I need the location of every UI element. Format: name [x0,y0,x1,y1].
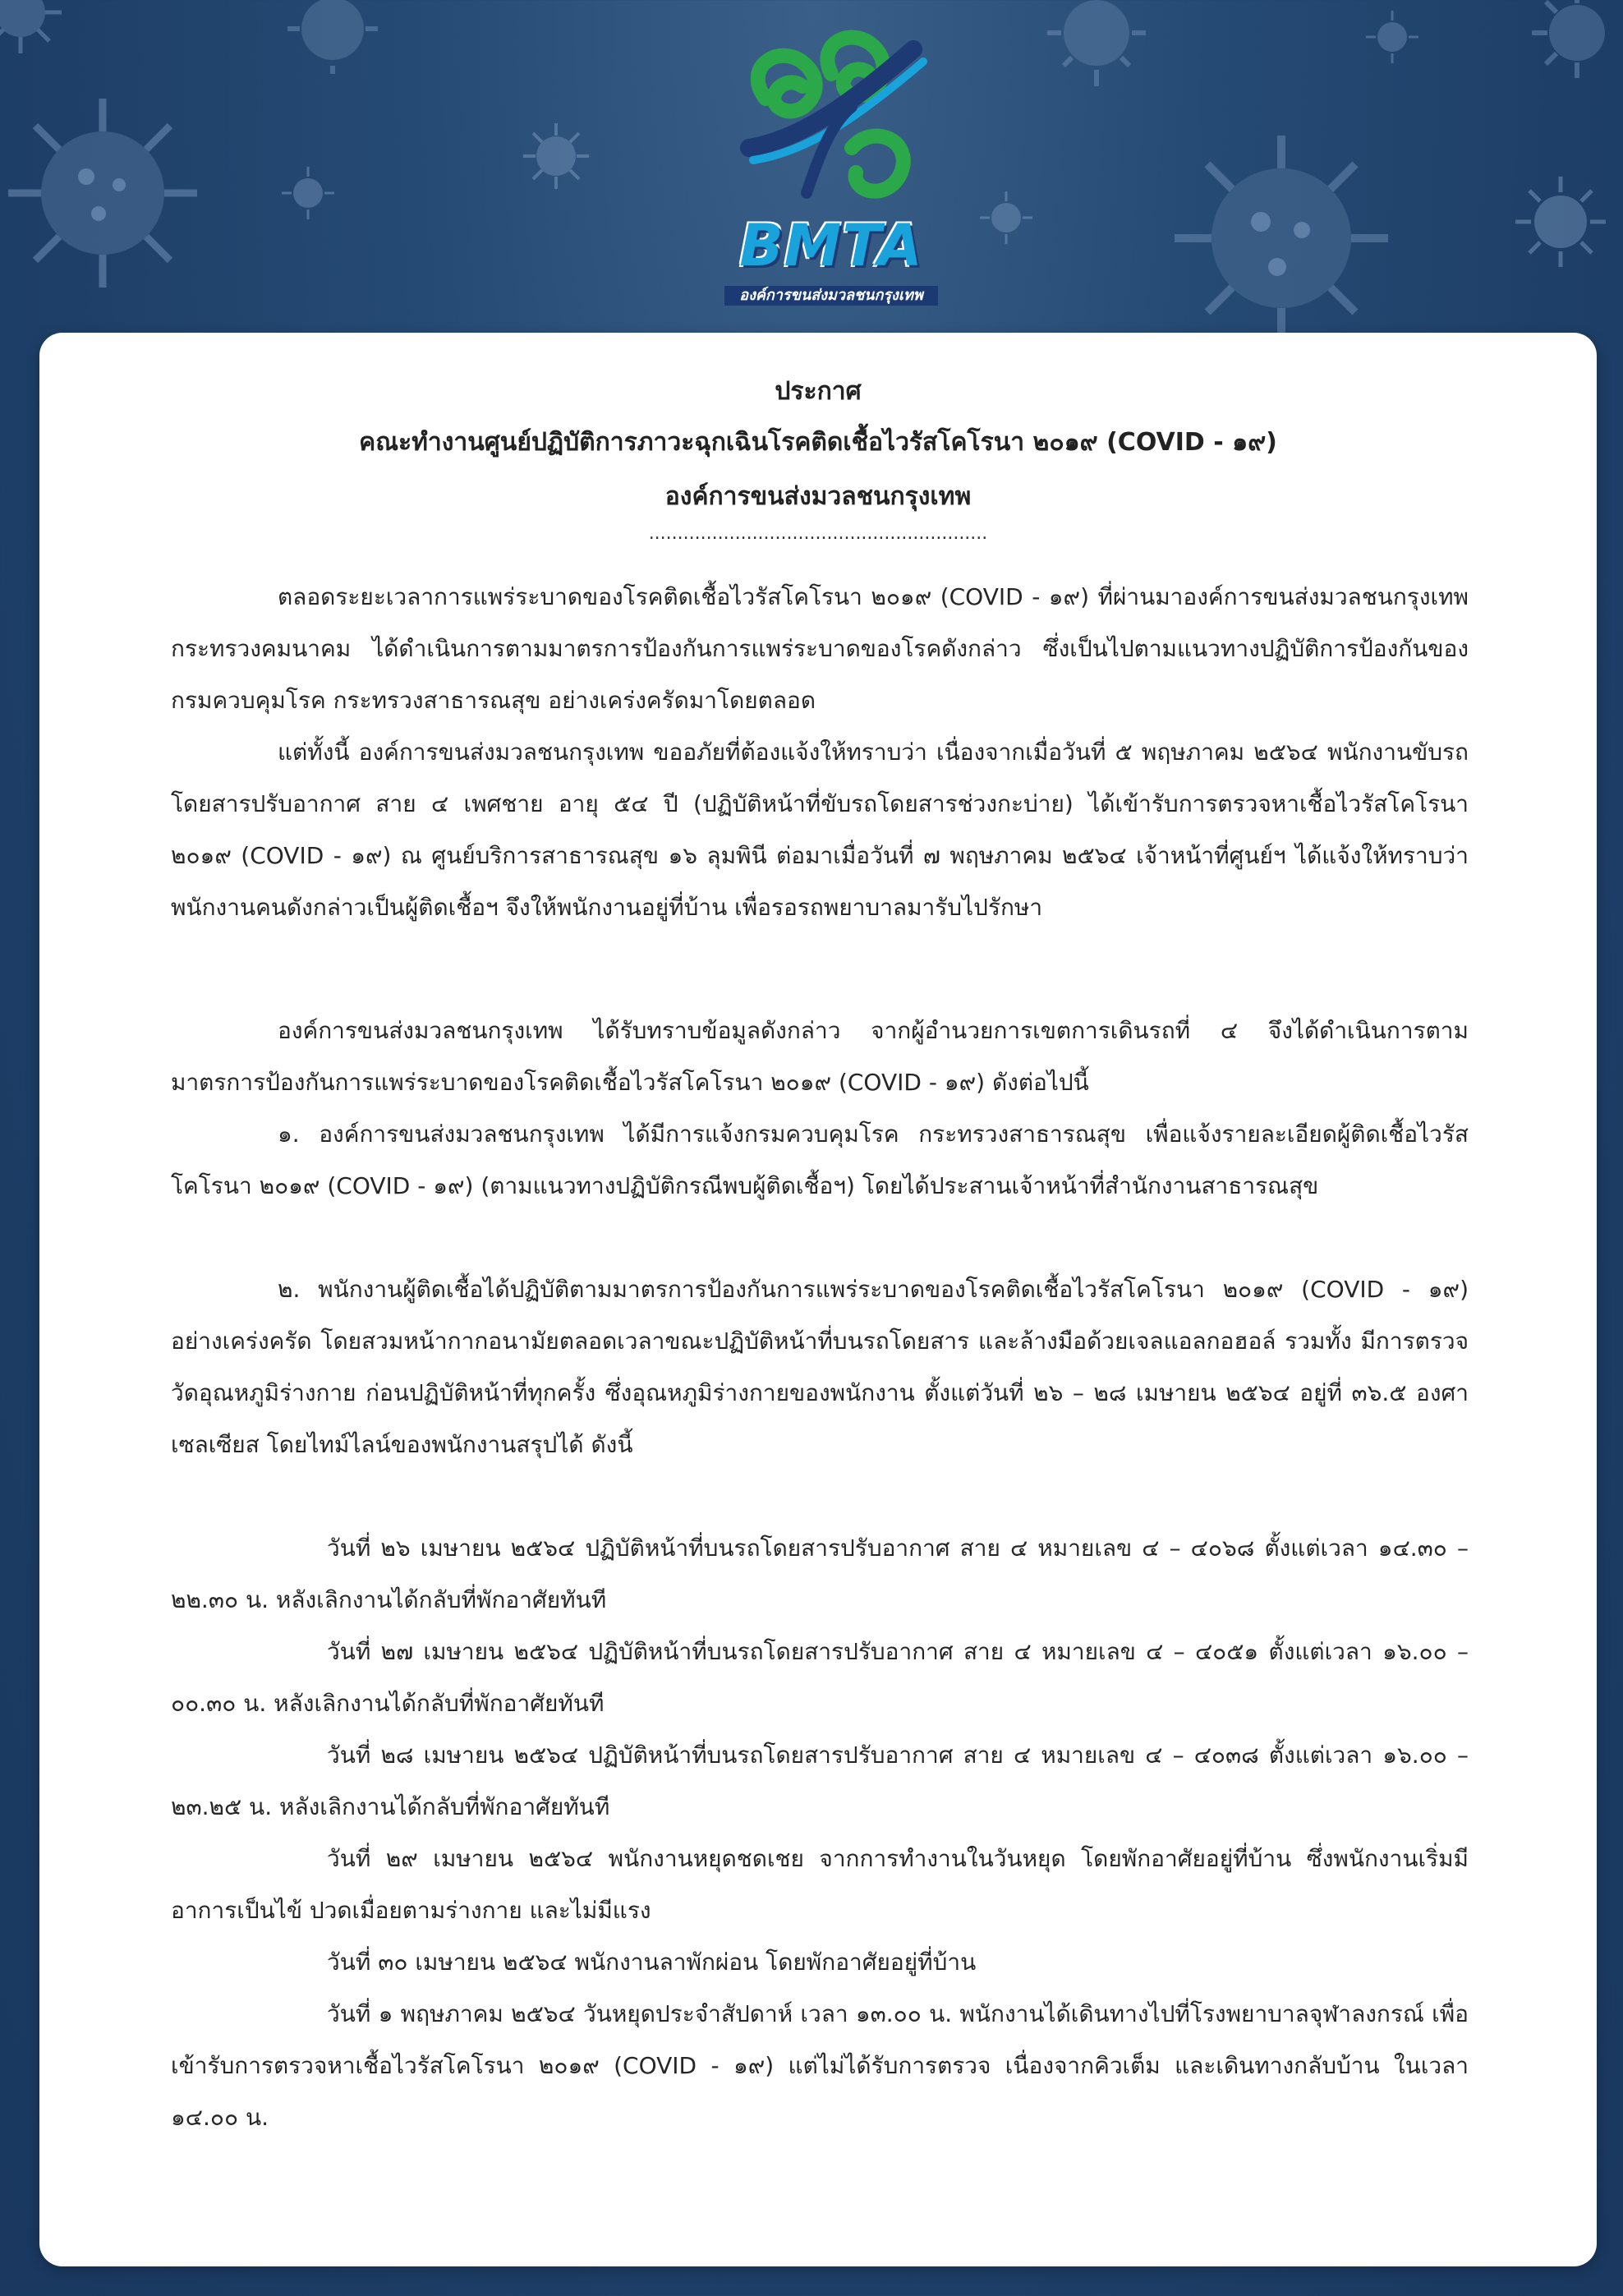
bmta-emblem-icon [708,16,954,222]
virus-decoration-icon [1166,131,1396,337]
logo-tagline: องค์การขนส่งมวลชนกรุงเทพ [724,286,938,306]
announcement-card [39,333,1597,2266]
virus-decoration-icon [0,0,66,58]
virus-decoration-icon [1528,0,1623,82]
announcement-subheading: คณะทำงานศูนย์ปฏิบัติการภาวะฉุกเฉินโรคติดเชื้อไวรัสโคโรนา ๒๐๑๙ (COVID - ๑๙) [359,428,1277,457]
virus-decoration-icon [279,0,386,74]
virus-decoration-icon [1043,0,1150,90]
heading-divider: ........................................................... [648,523,988,544]
timeline-item-apr-29: วันที่ ๒๙ เมษายน ๒๕๖๔ พนักงานหยุดชดเชย จากการทำงานในวันหยุด โดยพักอาศัยอยู่ที่บ้าน ซึ่งพนักงานเริ่มมีอาการเป็นไข้ ปวดเมื่อยตามร่างกาย และไม่มีแรง [171,1845,1469,1924]
timeline-item-apr-30: วันที่ ๓๐ เมษายน ๒๕๖๔ พนักงานลาพักผ่อน โดยพักอาศัยอยู่ที่บ้าน [327,1949,977,1976]
bmta-logo [708,16,954,312]
logo-brand-text: BMTA [739,212,923,279]
timeline-item-apr-26: วันที่ ๒๖ เมษายน ๒๕๖๔ ปฏิบัติหน้าที่บนรถโดยสารปรับอากาศ สาย ๔ หมายเลข ๔ – ๔๐๖๘ ตั้งแต่เวลา ๑๔.๓๐ – ๒๒.๓๐ น. หลังเลิกงานได้กลับที่พักอาศัยทันที [171,1535,1469,1613]
timeline-item-may-1: วันที่ ๑ พฤษภาคม ๒๕๖๔ วันหยุดประจำสัปดาห์ เวลา ๑๓.๐๐ น. พนักงานได้เดินทางไปที่โรงพยาบาลจุฬาลงกรณ์ เพื่อเข้ารับการตรวจหาเชื้อไวรัสโคโรนา ๒๐๑๙ (COVID - ๑๙) แต่ไม่ได้รับการตรวจ เนื่องจากคิวเต็ม และเดินทางกลับบ้าน ในเวลา ๑๔.๐๐ น. [171,2000,1469,2131]
virus-decoration-icon [279,164,337,222]
virus-decoration-icon [519,119,593,193]
paragraph-intro: ตลอดระยะเวลาการแพร่ระบาดของโรคติดเชื้อไวรัสโคโรนา ๒๐๑๙ (COVID - ๑๙) ที่ผ่านมาองค์การขนส่งมวลชนกรุงเทพ กระทรวงคมนาคม ได้ดำเนินการตามมาตรการป้องกันการแพร่ระบาดของโรคดังกล่าว ซึ่งเป็นไปตามแนวทางปฏิบัติการป้องกันของกรมควบคุมโรค กระทรวงสาธารณสุข อย่างเคร่งครัดมาโดยตลอด [171,583,1469,714]
virus-decoration-icon [0,90,205,296]
announcement-organization: องค์การขนส่งมวลชนกรุงเทพ [664,482,972,511]
virus-decoration-icon [977,189,1035,246]
paragraph-measure-2: ๒. พนักงานผู้ติดเชื้อได้ปฏิบัติตามมาตรการป้องกันการแพร่ระบาดของโรคติดเชื้อไวรัสโคโรนา ๒๐๑๙ (COVID - ๑๙) อย่างเคร่งครัด โดยสวมหน้ากากอนามัยตลอดเวลาขณะปฏิบัติหน้าที่บนรถโดยสาร และล้างมือด้วยเจลแอลกอฮอล์ รวมทั้ง มีการตรวจวัดอุณหภูมิร่างกาย ก่อนปฏิบัติหน้าที่ทุกครั้ง ซึ่งอุณหภูมิร่างกายของพนักงาน ตั้งแต่วันที่ ๒๖ – ๒๘ เมษายน ๒๕๖๔ อยู่ที่ ๓๖.๕ องศาเซลเซียส โดยไทม์ไลน์ของพนักงานสรุปได้ ดังนี้ [171,1276,1469,1458]
announcement-heading: ประกาศ [775,377,862,406]
timeline-item-apr-28: วันที่ ๒๘ เมษายน ๒๕๖๔ ปฏิบัติหน้าที่บนรถโดยสารปรับอากาศ สาย ๔ หมายเลข ๔ – ๔๐๓๘ ตั้งแต่เวลา ๑๖.๐๐ – ๒๓.๒๕ น. หลังเลิกงานได้กลับที่พักอาศัยทันที [171,1742,1469,1820]
paragraph-measure-1: ๑. องค์การขนส่งมวลชนกรุงเทพ ได้มีการแจ้งกรมควบคุมโรค กระทรวงสาธารณสุข เพื่อแจ้งรายละเอียดผู้ติดเชื้อไวรัสโคโรนา ๒๐๑๙ (COVID - ๑๙) (ตามแนวทางปฏิบัติกรณีพบผู้ติดเชื้อฯ) โดยได้ประสานเจ้าหน้าที่สำนักงานสาธารณสุข [171,1120,1469,1199]
timeline-item-apr-27: วันที่ ๒๗ เมษายน ๒๕๖๔ ปฏิบัติหน้าที่บนรถโดยสารปรับอากาศ สาย ๔ หมายเลข ๔ – ๔๐๕๑ ตั้งแต่เวลา ๑๖.๐๐ – ๐๐.๓๐ น. หลังเลิกงานได้กลับที่พักอาศัยทันที [171,1638,1469,1717]
virus-decoration-icon [1511,173,1610,271]
paragraph-incident: แต่ทั้งนี้ องค์การขนส่งมวลชนกรุงเทพ ขออภัยที่ต้องแจ้งให้ทราบว่า เนื่องจากเมื่อวันที่ ๕ พฤษภาคม ๒๕๖๔ พนักงานขับรถโดยสารปรับอากาศ สาย ๔ เพศชาย อายุ ๕๔ ปี (ปฏิบัติหน้าที่ขับรถโดยสารช่วงกะบ่าย) ได้เข้ารับการตรวจหาเชื้อไวรัสโคโรนา ๒๐๑๙ (COVID - ๑๙) ณ ศูนย์บริการสาธารณสุข ๑๖ ลุมพินี ต่อมาเมื่อวันที่ ๗ พฤษภาคม ๒๕๖๔ เจ้าหน้าที่ศูนย์ฯ ได้แจ้งให้ทราบว่า พนักงานคนดังกล่าวเป็นผู้ติดเชื้อฯ จึงให้พนักงานอยู่ที่บ้าน เพื่อรอรถพยาบาลมารับไปรักษา [171,738,1469,921]
virus-decoration-icon [1363,8,1421,66]
paragraph-response: องค์การขนส่งมวลชนกรุงเทพ ได้รับทราบข้อมูลดังกล่าว จากผู้อำนวยการเขตการเดินรถที่ ๔ จึงได้ดำเนินการตามมาตรการป้องกันการแพร่ระบาดของโรคติดเชื้อไวรัสโคโรนา ๒๐๑๙ (COVID - ๑๙) ดังต่อไปนี้ [171,1017,1469,1096]
